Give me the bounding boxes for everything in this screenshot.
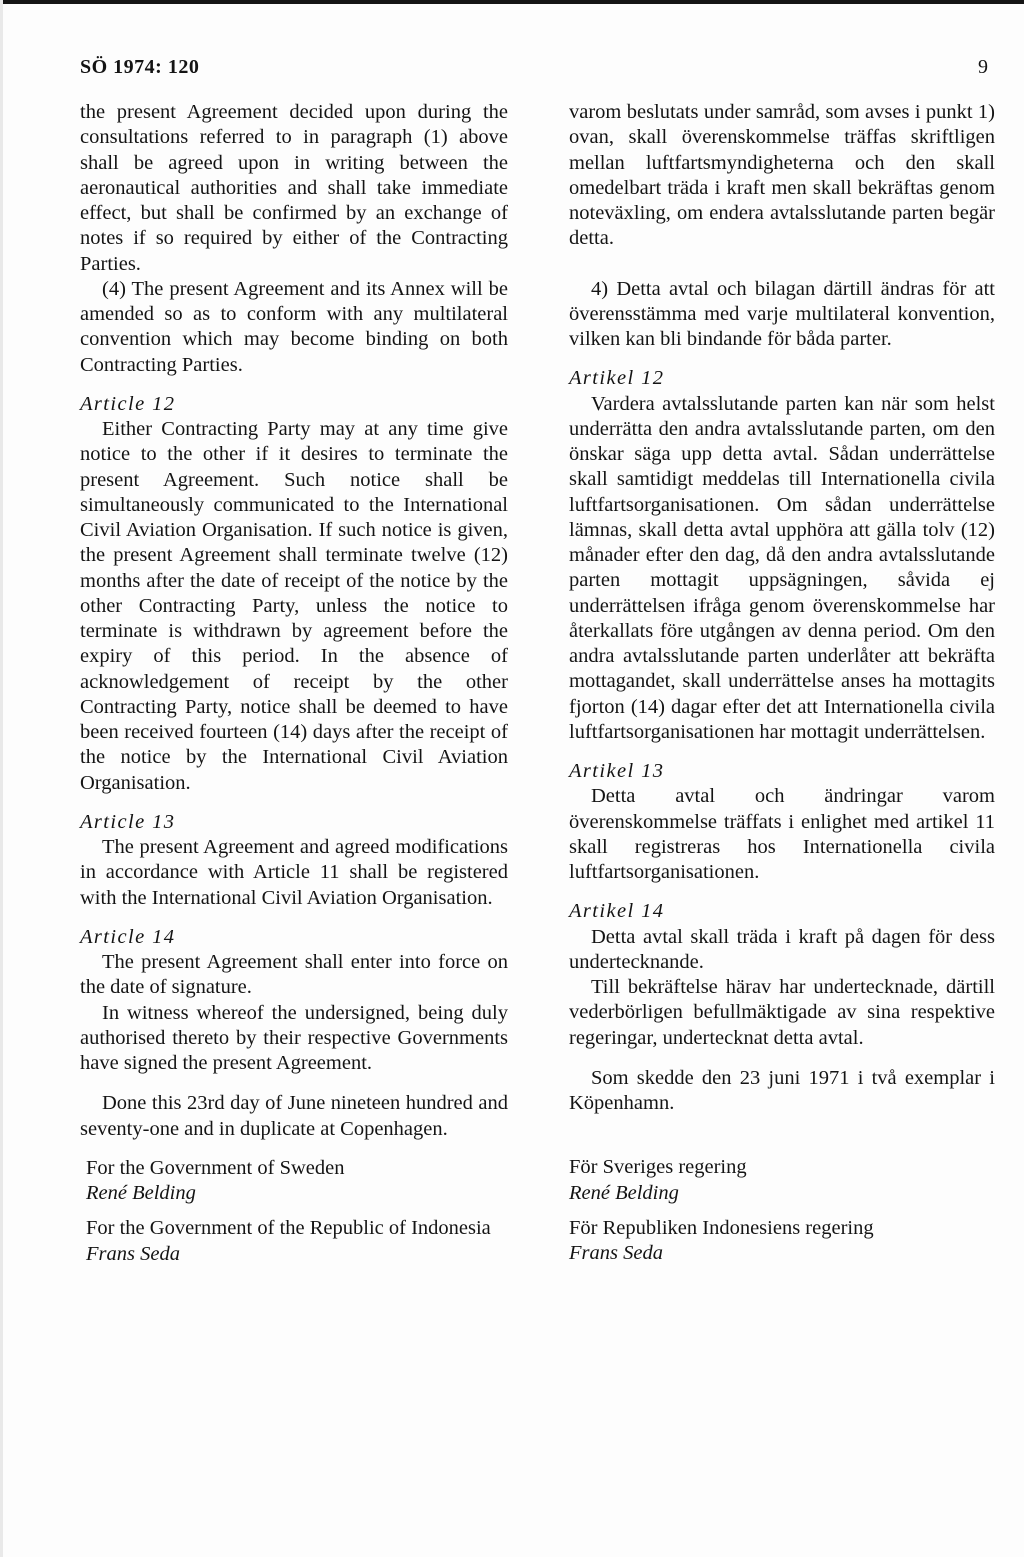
paragraph-4: (4) The present Agreement and its Annex will be amended so as to conform with any multilateral convention which may become binding on both Contracting Parties.	[80, 277, 508, 376]
page-number: 9	[978, 56, 988, 78]
article-12-heading: Artikel 12	[569, 367, 665, 390]
done-clause: Som skedde den 23 juni 1971 i två exemplar i Köpenhamn.	[569, 1066, 995, 1114]
document-reference: SÖ 1974: 120	[80, 56, 200, 78]
article-14-text: The present Agreement shall enter into force on the date of signature.	[80, 951, 508, 999]
paragraph-continuation: varom beslutats under samråd, som avses i punkt 1) ovan, skall överenskommelse träffas skriftligen mellan luftfartsmyndigheterna och den skall omedelbart träda i kraft men skall bekräftas genom noteväxling, om endera avtalsslutande parten begär detta.	[569, 101, 995, 250]
article-12-heading: Article 12	[80, 392, 176, 415]
indonesia-signatory: Frans Seda	[86, 1242, 180, 1265]
article-13-text: The present Agreement and agreed modifications in accordance with Article 11 shall be registered with the International Civil Aviation Organisation.	[80, 836, 508, 909]
article-13-heading: Artikel 13	[569, 760, 665, 782]
article-13-heading: Article 13	[80, 810, 176, 833]
witness-clause: In witness whereof the undersigned, being duly authorised thereto by their respective Governments have signed the present Agreement.	[80, 1001, 508, 1074]
sweden-signatory: René Belding	[569, 1181, 679, 1204]
indonesia-government-label: För Republiken Indonesiens regering	[569, 1216, 874, 1239]
sweden-government-label: För Sveriges regering	[569, 1156, 747, 1179]
article-14-heading: Article 14	[80, 925, 176, 948]
page-top-border	[0, 0, 1024, 4]
sweden-government-label: For the Government of Sweden	[86, 1156, 345, 1179]
done-clause: Done this 23rd day of June nineteen hundred and seventy-one and in duplicate at Copenhagen.	[80, 1092, 508, 1140]
article-14-heading: Artikel 14	[569, 900, 665, 923]
sweden-signatory: René Belding	[86, 1182, 196, 1204]
paragraph-continuation: the present Agreement decided upon during the consultations referred to in paragraph (1) above shall be agreed upon in writing between the aeronautical authorities and shall take immediate effect, but shall be confirmed by an exchange of notes if so required by either of the Contracting Parties.	[80, 101, 508, 275]
article-12-text: Vardera avtalsslutande parten kan när som helst underrätta den andra avtalsslutande parten, om den önskar säga upp detta avtal. Sådan underrättelse skall samtidigt meddelas till Internationella civila luftfartsorganisationen. Om sådan underrättelse lämnas, skall detta avtal upphöra att gälla tolv (12) månader efter den dag, då den andra avtalsslutande parten mottagit uppsägningen, såvida ej underrättelsen ifråga genom överenskommelse har återkallats före utgången av denna period. Om den andra avtalsslutande parten underlåter att bekräfta mottagandet, skall underrättelse anses ha mottagits fjorton (14) dagar efter det att Internationella civila luftfartsorganisationen har mottagit underrättelsen.	[569, 392, 995, 743]
article-14-text: Detta avtal skall träda i kraft på dagen för dess undertecknande.	[569, 925, 995, 973]
paragraph-4: 4) Detta avtal och bilagan därtill ändras för att överensstämma med varje multilateral konvention, vilken kan bli bindande för båda parter.	[569, 277, 995, 350]
witness-clause: Till bekräftelse härav har undertecknade, därtill vederbörligen befullmäktigade av sina respektive regeringar, undertecknat detta avtal.	[569, 976, 995, 1049]
article-12-text: Either Contracting Party may at any time give notice to the other if it desires to terminate the present Agreement. Such notice shall be simultaneously communicated to the International Civil Aviation Organisation. If such notice is given, the present Agreement shall terminate twelve (12) months after the date of receipt of the notice by the other Contracting Party, unless the notice to terminate is withdrawn by agreement before the expiry of this period. In the absence of acknowledgement of receipt by the other Contracting Party, notice shall be deemed to have been received fourteen (14) days after the receipt of the notice by the International Civil Aviation Organisation.	[80, 418, 508, 794]
indonesia-signatory: Frans Seda	[569, 1242, 663, 1264]
indonesia-government-label: For the Government of the Republic of Indonesia	[86, 1217, 491, 1240]
swedish-column	[569, 100, 995, 1266]
article-13-text: Detta avtal och ändringar varom överenskommelse träffats i enlighet med artikel 11 skall registreras hos Internationella civila luftfartsorganisationen.	[569, 785, 995, 883]
page-left-edge	[0, 0, 3, 1557]
english-column	[80, 100, 508, 1267]
